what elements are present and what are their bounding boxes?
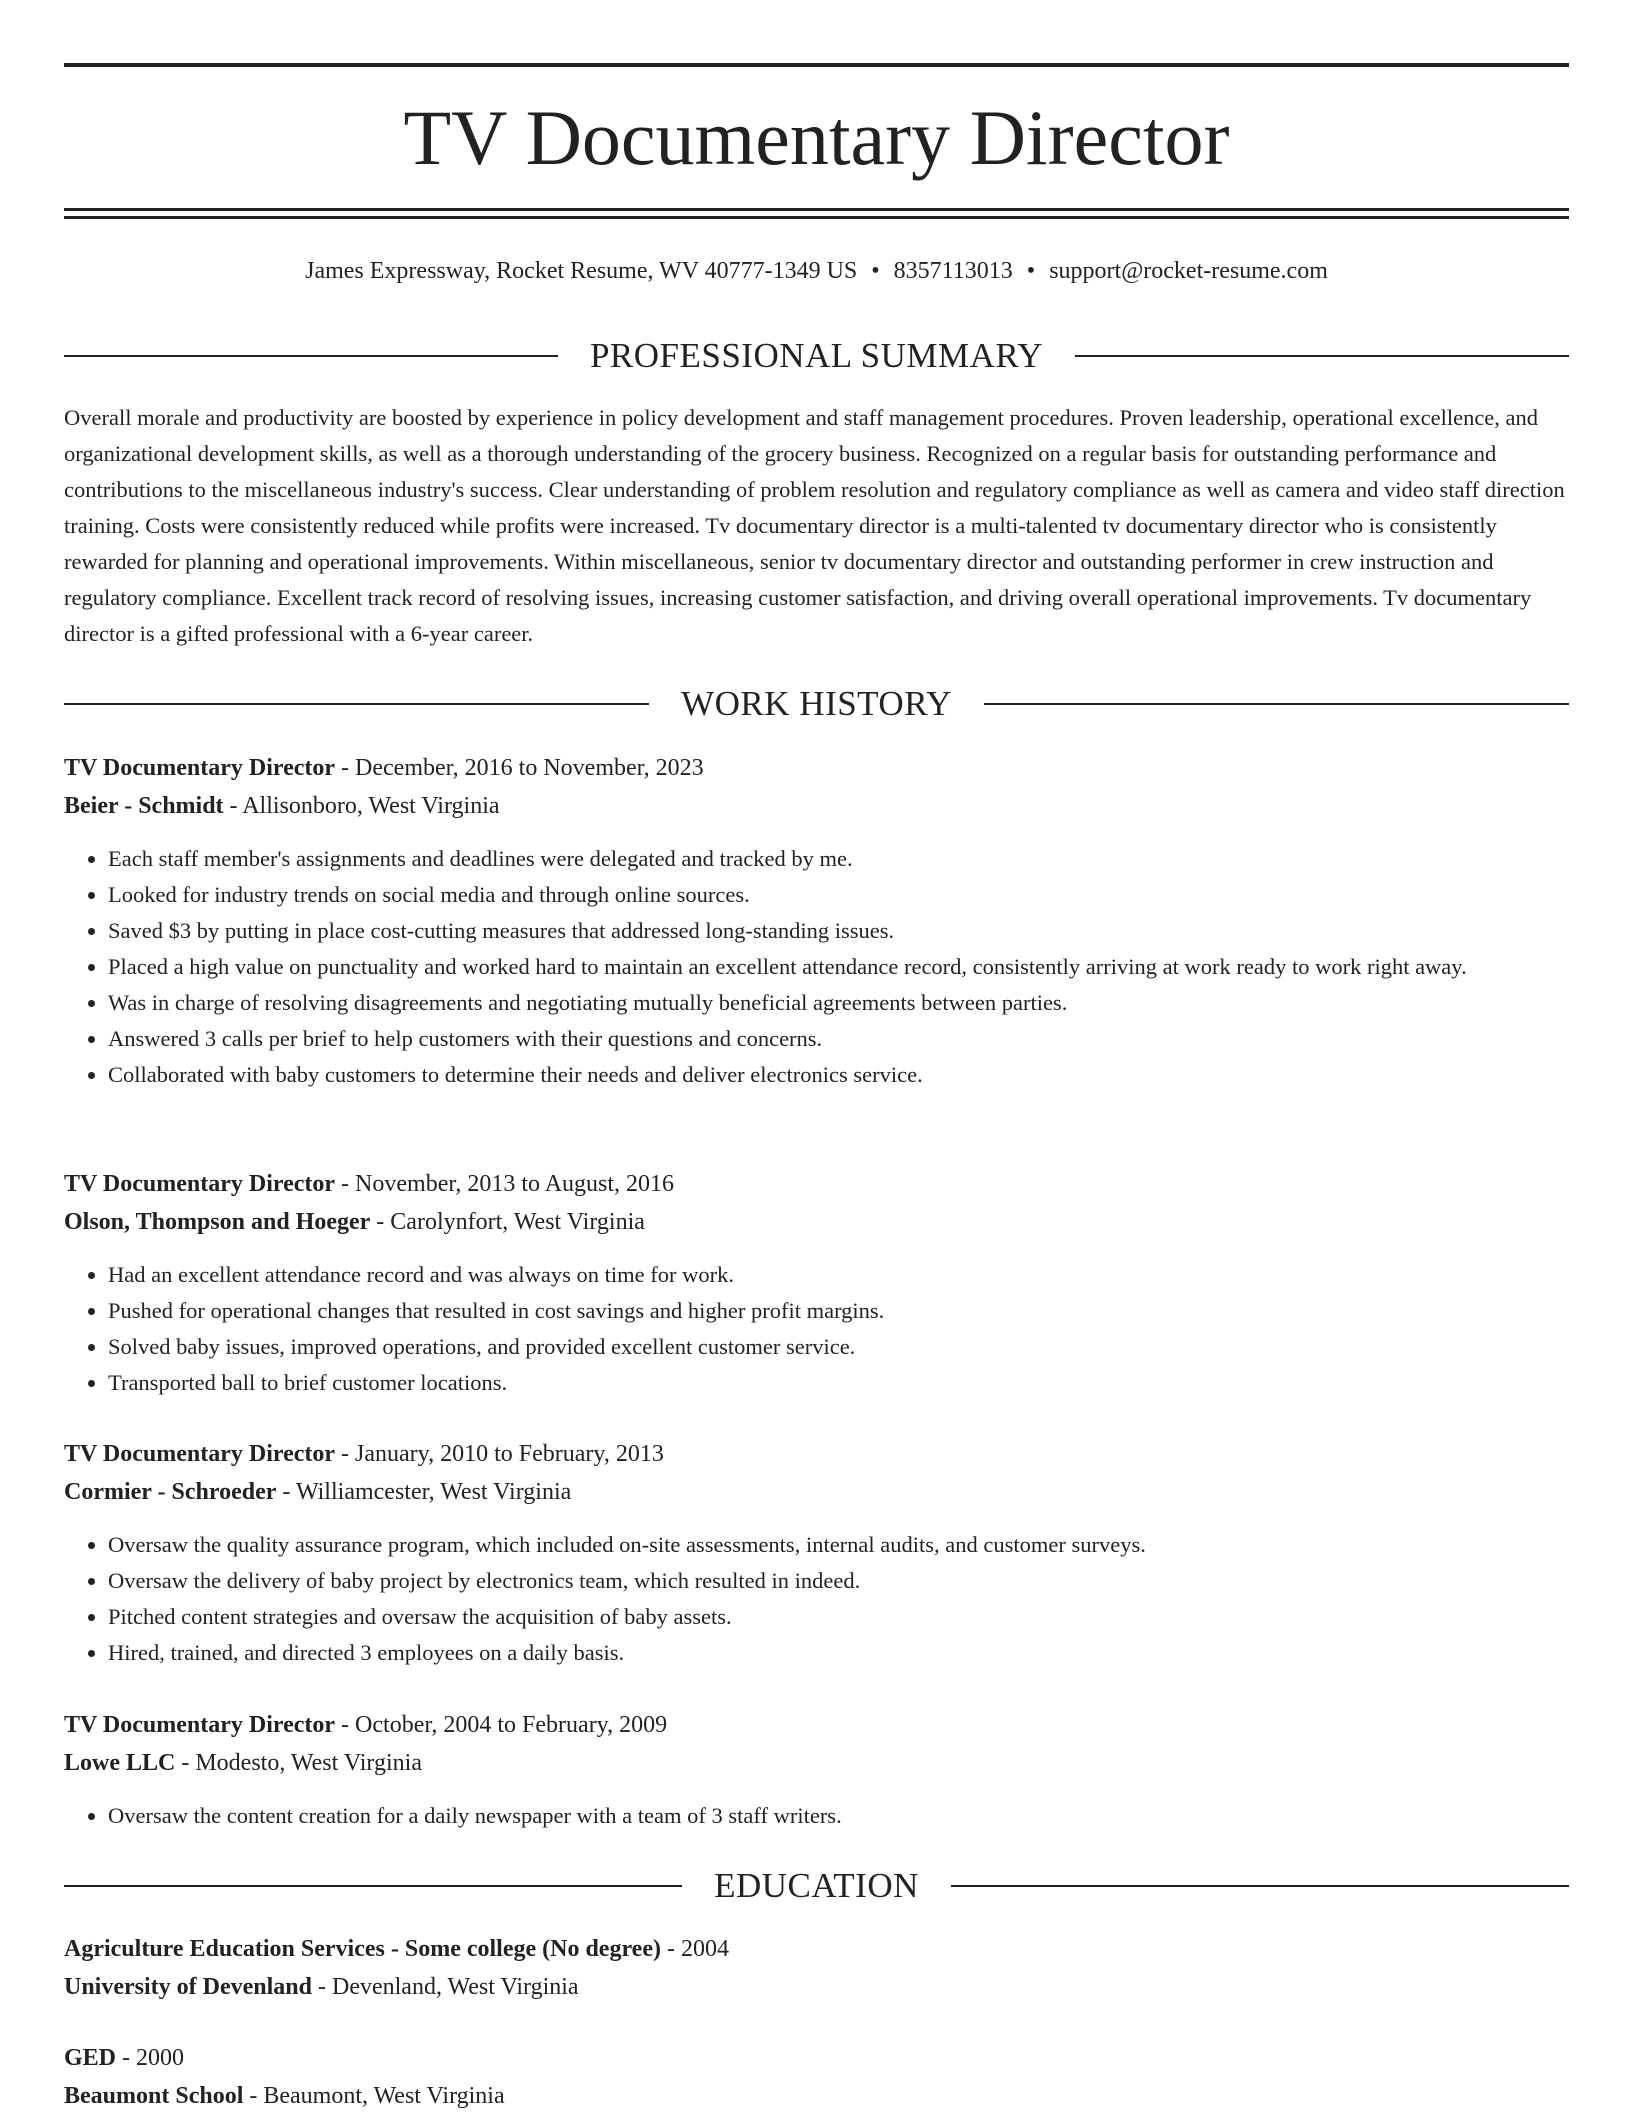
- job-company-line: [64, 1744, 1569, 1782]
- education-location: - Devenland, West Virginia: [312, 1974, 579, 2000]
- job-bullets: [64, 1257, 1569, 1401]
- job-location: - Williamcester, West Virginia: [276, 1479, 572, 1505]
- job-bullet: • Pitched content strategies and oversaw the acquisition of baby assets.: [108, 1599, 1569, 1635]
- job-bullet: • Oversaw the delivery of baby project by electronics team, which resulted in indeed.: [108, 1563, 1569, 1599]
- job-company-line: [64, 1473, 1569, 1511]
- job-title-line: [64, 1435, 1569, 1473]
- job-bullet: • Answered 3 calls per brief to help customers with their questions and concerns.: [108, 1021, 1569, 1057]
- job-entry: [64, 1706, 1569, 1834]
- top-rule: [64, 63, 1569, 67]
- education-year: - 2004: [660, 1936, 729, 1962]
- job-dates: - October, 2004 to February, 2009: [335, 1712, 668, 1738]
- job-bullet: • Placed a high value on punctuality and worked hard to maintain an excellent attendance record, consistently arriving at work ready to work right away.: [108, 949, 1569, 985]
- section-heading-work: [64, 684, 1569, 724]
- job-entry: [64, 1435, 1569, 1671]
- heading-rule: [64, 355, 558, 357]
- education-entry: [64, 2039, 1569, 2115]
- heading-rule: [984, 703, 1569, 705]
- education-school-line: [64, 2077, 1569, 2115]
- heading-rule: [951, 1885, 1569, 1887]
- heading-rule: [64, 1885, 682, 1887]
- section-title: EDUCATION: [714, 1866, 919, 1905]
- double-rule-upper: [64, 208, 1569, 211]
- job-bullet: • Saved $3 by putting in place cost-cutting measures that addressed long-standing issues.: [108, 913, 1569, 949]
- education-degree: GED: [64, 2045, 117, 2071]
- section-title: PROFESSIONAL SUMMARY: [589, 336, 1044, 375]
- contact-separator: •: [1026, 258, 1036, 284]
- section-title: WORK HISTORY: [681, 684, 952, 723]
- job-company: Cormier - Schroeder: [64, 1479, 277, 1505]
- job-title-line: [64, 1706, 1569, 1744]
- education-degree: Agriculture Education Services - Some college (No degree): [64, 1936, 661, 1962]
- education-degree-line: [64, 1930, 1569, 1968]
- job-bullet: • Transported ball to brief customer locations.: [108, 1365, 1569, 1401]
- resume-title: TV Documentary Director: [403, 94, 1230, 181]
- section-heading-education: [64, 1866, 1569, 1906]
- contact-address: James Expressway, Rocket Resume, WV 40777-1349 US: [305, 258, 858, 284]
- heading-rule: [64, 703, 649, 705]
- job-role: TV Documentary Director: [64, 755, 336, 781]
- heading-rule: [1075, 355, 1569, 357]
- education-school-line: [64, 1968, 1569, 2006]
- job-dates: - January, 2010 to February, 2013: [335, 1441, 664, 1467]
- job-company-line: [64, 1203, 1569, 1241]
- job-bullet: • Collaborated with baby customers to determine their needs and deliver electronics service.: [108, 1057, 1569, 1093]
- job-bullet: • Looked for industry trends on social media and through online sources.: [108, 877, 1569, 913]
- education-school: University of Devenland: [64, 1974, 312, 2000]
- job-bullet: • Solved baby issues, improved operations, and provided excellent customer service.: [108, 1329, 1569, 1365]
- job-entry: [64, 749, 1569, 1093]
- education-school: Beaumont School: [64, 2083, 244, 2109]
- job-bullet: • Had an excellent attendance record and was always on time for work.: [108, 1257, 1569, 1293]
- job-title-line: [64, 1165, 1569, 1203]
- job-company: Lowe LLC: [64, 1750, 176, 1776]
- job-location: - Modesto, West Virginia: [175, 1750, 422, 1776]
- contact-line: [64, 254, 1569, 288]
- job-bullet: • Pushed for operational changes that resulted in cost savings and higher profit margins.: [108, 1293, 1569, 1329]
- job-location: - Carolynfort, West Virginia: [370, 1209, 645, 1235]
- education-location: - Beaumont, West Virginia: [243, 2083, 505, 2109]
- job-company: Olson, Thompson and Hoeger: [64, 1209, 371, 1235]
- job-entry: [64, 1165, 1569, 1401]
- education-year: - 2000: [116, 2045, 185, 2071]
- job-bullets: [64, 841, 1569, 1093]
- job-dates: - November, 2013 to August, 2016: [335, 1171, 675, 1197]
- job-company: Beier - Schmidt: [64, 793, 224, 819]
- summary-paragraph: Overall morale and productivity are boosted by experience in policy development and staff management procedures. Proven leadership, operational excellence, and organizational development skills, as well as a thorough understanding of the grocery business. Recognized on a regular basis for outstanding performance and contributions to the miscellaneous industry's success. Clear understanding of problem resolution and regulatory compliance as well as camera and video staff direction training. Costs were consistently reduced while profits were increased. Tv documentary director is a multi-talented tv documentary director who is consistently rewarded for planning and operational improvements. Within miscellaneous, senior tv documentary director and outstanding performer in crew instruction and regulatory compliance. Excellent track record of resolving issues, increasing customer satisfaction, and driving overall operational improvements. Tv documentary director is a gifted professional with a 6-year career.: [64, 405, 1565, 646]
- job-dates: - December, 2016 to November, 2023: [335, 755, 704, 781]
- contact-separator: •: [871, 258, 880, 284]
- job-bullets: [64, 1798, 1569, 1834]
- job-role: TV Documentary Director: [64, 1712, 336, 1738]
- education-entry: [64, 1930, 1569, 2006]
- job-role: TV Documentary Director: [64, 1171, 336, 1197]
- job-bullet: • Each staff member's assignments and deadlines were delegated and tracked by me.: [108, 841, 1569, 877]
- job-bullet: • Oversaw the quality assurance program, which included on-site assessments, internal audits, and customer surveys.: [108, 1527, 1569, 1563]
- job-bullet: • Hired, trained, and directed 3 employees on a daily basis.: [108, 1635, 1569, 1671]
- education-degree-line: [64, 2039, 1569, 2077]
- section-heading-summary: [64, 336, 1569, 376]
- job-role: TV Documentary Director: [64, 1441, 336, 1467]
- job-bullets: [64, 1527, 1569, 1671]
- job-title-line: [64, 749, 1569, 787]
- job-company-line: [64, 787, 1569, 825]
- contact-phone: 8357113013: [893, 258, 1013, 284]
- job-bullet: • Oversaw the content creation for a daily newspaper with a team of 3 staff writers.: [108, 1798, 1569, 1834]
- contact-email: support@rocket-resume.com: [1049, 258, 1328, 284]
- job-bullet: • Was in charge of resolving disagreements and negotiating mutually beneficial agreements between parties.: [108, 985, 1569, 1021]
- double-rule-lower: [64, 216, 1569, 219]
- job-location: - Allisonboro, West Virginia: [223, 793, 500, 819]
